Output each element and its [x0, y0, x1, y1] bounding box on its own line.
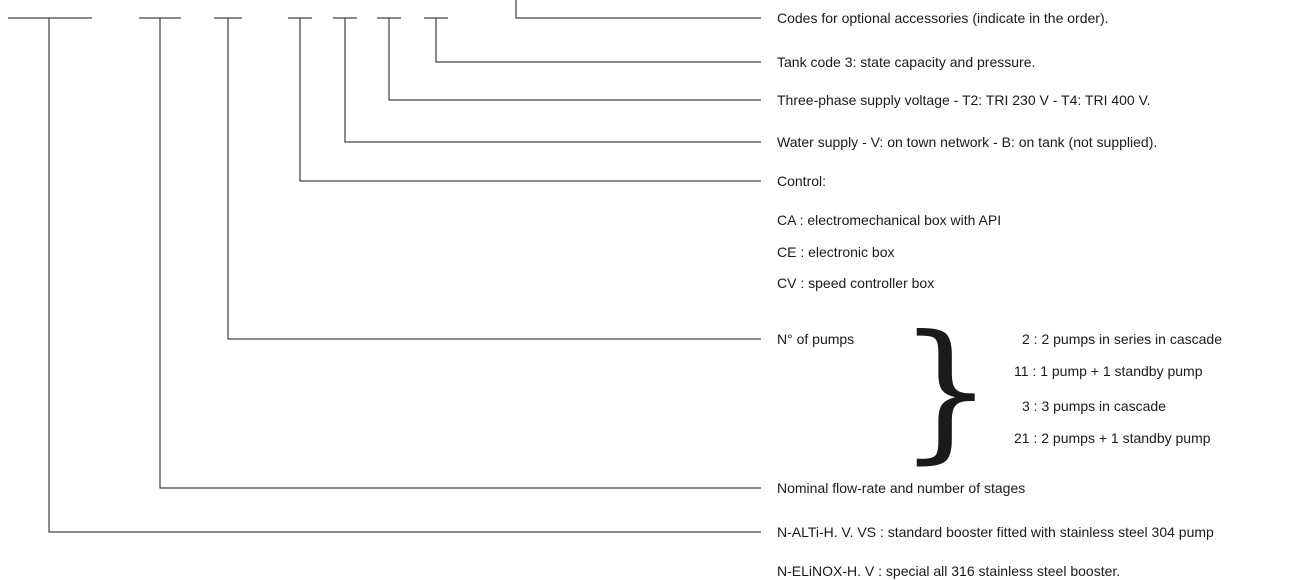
pumps-option: 11 : 1 pump + 1 standby pump	[1014, 363, 1203, 379]
pumps-option: 3 : 3 pumps in cascade	[1022, 398, 1166, 414]
leader-accessories	[516, 0, 761, 18]
label-accessories: Codes for optional accessories (indicate in the order).	[777, 10, 1109, 26]
label-tank-code: Tank code 3: state capacity and pressure.	[777, 54, 1036, 70]
label-flow-rate: Nominal flow-rate and number of stages	[777, 480, 1026, 496]
pumps-option: 21 : 2 pumps + 1 standby pump	[1014, 430, 1211, 446]
leader-pumps	[228, 18, 761, 339]
control-option: CV : speed controller box	[777, 275, 935, 291]
leader-models	[49, 18, 761, 532]
label-pumps-title: N° of pumps	[777, 331, 855, 347]
label-model: N-ELiNOX-H. V : special all 316 stainless steel booster.	[777, 563, 1121, 579]
leader-tank-code	[436, 18, 761, 62]
leader-supply-voltage	[389, 18, 761, 100]
label-supply-voltage: Three-phase supply voltage - T2: TRI 230 V - T4: TRI 400 V.	[777, 92, 1151, 108]
label-model: N-ALTi-H. V. VS : standard booster fitted with stainless steel 304 pump	[777, 524, 1214, 540]
pumps-brace: }	[898, 304, 994, 478]
label-control-title: Control:	[777, 173, 827, 189]
leader-flow-rate	[160, 18, 761, 488]
label-water-supply: Water supply - V: on town network - B: on tank (not supplied).	[777, 134, 1158, 150]
pumps-option: 2 : 2 pumps in series in cascade	[1022, 331, 1222, 347]
control-option: CE : electronic box	[777, 244, 895, 260]
control-option: CA : electromechanical box with API	[777, 212, 1002, 228]
leader-water-supply	[345, 18, 761, 142]
